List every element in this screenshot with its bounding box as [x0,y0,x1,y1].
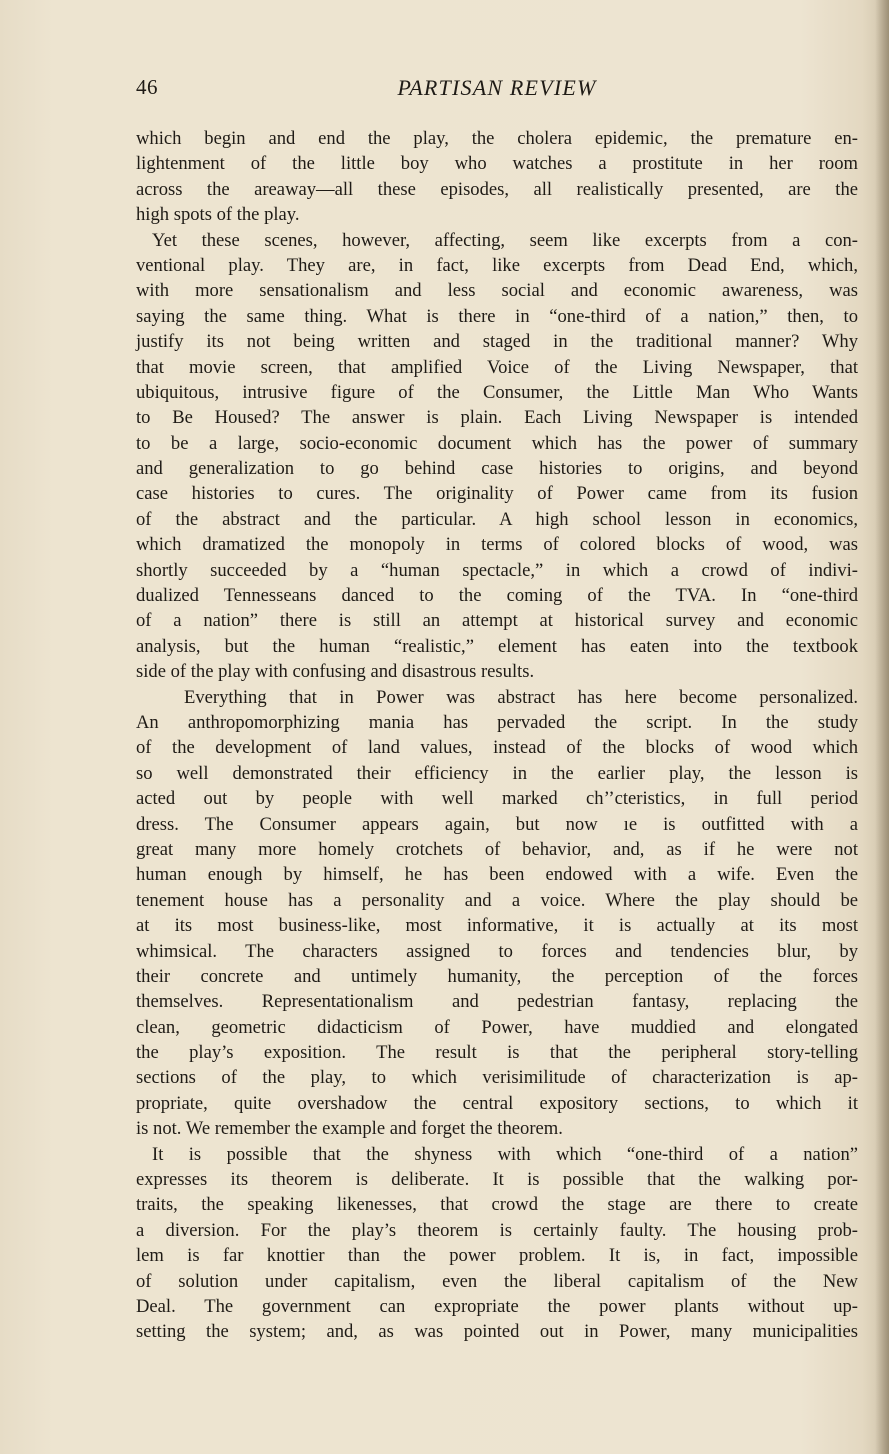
text-line: great many more homely crotchets of behavior, and, as if he were not [136,838,858,860]
text-line: side of the play with confusing and disastrous results. [136,661,535,683]
text-line: traits, the speaking likenesses, that crowd the stage are there to create [136,1194,858,1216]
text-line: expresses its theorem is deliberate. It is possible that the walking por- [136,1169,858,1191]
text-line: of a nation” there is still an attempt at historical survey and economic [136,610,858,632]
text-line: so well demonstrated their efficiency in the earlier play, the lesson is [136,762,858,784]
text-line: lightenment of the little boy who watches a prostitute in her room [136,153,858,175]
text-line: acted out by people with well marked ch’’cteristics, in full period [136,788,858,810]
text-line: shortly succeeded by a “human spectacle,” in which a crowd of indivi- [136,559,858,581]
text-line: and generalization to go behind case histories to origins, and beyond [136,458,858,480]
text-line: of the development of land values, instead of the blocks of wood which [136,737,858,759]
text-line: with more sensationalism and less social and economic awareness, was [136,280,858,302]
text-line: human enough by himself, he has been endowed with a wife. Even the [136,864,858,886]
text-line: whimsical. The characters assigned to forces and tendencies blur, by [136,940,858,962]
text-line: ventional play. They are, in fact, like excerpts from Dead End, which, [136,254,858,276]
running-head: PARTISAN REVIEW [397,75,597,100]
text-line: is not. We remember the example and forget the theorem. [136,1118,563,1140]
text-line: setting the system; and, as was pointed out in Power, many municipalities [136,1321,858,1343]
text-line: to Be Housed? The answer is plain. Each Living Newspaper is intended [136,407,858,429]
page-number: 46 [136,75,158,99]
text-line: which dramatized the monopoly in terms of colored blocks of wood, was [136,534,858,556]
text-line: the play’s exposition. The result is that the peripheral story-telling [136,1042,858,1064]
text-line: which begin and end the play, the cholera epidemic, the premature en- [136,128,858,149]
text-line: that movie screen, that amplified Voice of the Living Newspaper, that [136,356,858,378]
text-line: of solution under capitalism, even the liberal capitalism of the New [136,1270,858,1292]
text-line: justify its not being written and staged in the traditional manner? Why [136,331,858,353]
text-line: a diversion. For the play’s theorem is certainly faulty. The housing prob- [136,1219,858,1241]
text-line: lem is far knottier than the power problem. It is, in fact, impossible [136,1245,858,1267]
text-line: to be a large, socio-economic document which has the power of summary [136,432,858,454]
text-line: tenement house has a personality and a voice. Where the play should be [136,889,858,911]
text-line: Everything that in Power was abstract has here become personalized. [184,686,858,708]
text-line: saying the same thing. What is there in “one-third of a nation,” then, to [136,305,858,327]
text-line: sections of the play, to which verisimilitude of characterization is ap- [136,1067,858,1089]
text-line: It is possible that the shyness with which “one-third of a nation” [152,1143,858,1165]
text-line: dress. The Consumer appears again, but now ıe is outfitted with a [136,813,858,835]
text-line: Deal. The government can expropriate the power plants without up- [136,1295,858,1317]
text-line: ubiquitous, intrusive figure of the Consumer, the Little Man Who Wants [136,381,858,403]
page-header [136,75,858,105]
text-line: across the areaway—all these episodes, all realistically presented, are the [136,178,858,200]
text-line: of the abstract and the particular. A high school lesson in economics, [136,508,858,530]
text-line: dualized Tennesseans danced to the coming of the TVA. In “one-third [136,585,858,607]
text-line: analysis, but the human “realistic,” element has eaten into the textbook [136,635,858,657]
text-line: propriate, quite overshadow the central expository sections, to which it [136,1092,858,1114]
text-line: clean, geometric didacticism of Power, have muddied and elongated [136,1016,858,1038]
text-line: Yet these scenes, however, affecting, seem like excerpts from a con- [152,229,858,251]
text-line: case histories to cures. The originality of Power came from its fusion [136,483,858,505]
page-edge-shadow [875,0,889,1454]
text-line: at its most business-like, most informative, it is actually at its most [136,915,858,937]
text-line: An anthropomorphizing mania has pervaded the script. In the study [136,711,858,733]
text-line: high spots of the play. [136,204,300,226]
text-line: their concrete and untimely humanity, the perception of the forces [136,965,858,987]
text-line: themselves. Representationalism and pedestrian fantasy, replacing the [136,991,858,1013]
article-body [136,126,858,1345]
